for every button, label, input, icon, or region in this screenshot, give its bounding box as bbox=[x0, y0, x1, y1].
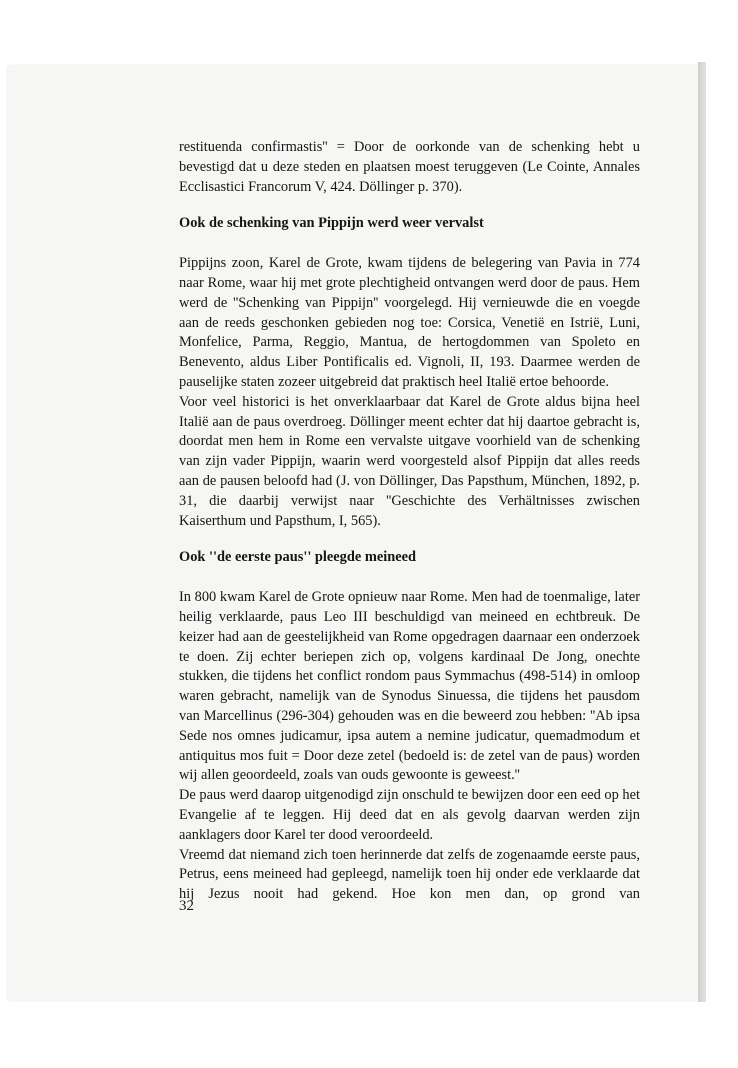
page-edge bbox=[698, 62, 706, 1002]
paragraph-3: Voor veel historici is het onverklaarbaar dat Karel de Grote aldus bijna heel Italië aan de paus overdroeg. Döllinger meent echter dat hij daartoe gebracht is, doordat men hem in Rome een vervalste uitgave voorhield van de schenking van zijn vader Pippijn, waarin werd voorgesteld alsof Pippijn dat alles reeds aan de pausen beloofd had (J. von Döllinger, Das Papsthum, München, 1892, p. 31, die daarbij verwijst naar ''Geschichte des Verhältnisses zwischen Kaiserthum und Papsthum, I, 565). bbox=[179, 393, 640, 529]
page-body bbox=[179, 138, 640, 905]
section-heading-2: Ook ''de eerste paus'' pleegde meineed bbox=[179, 549, 417, 566]
page-number: 32 bbox=[179, 898, 194, 914]
paragraph-6: Vreemd dat niemand zich toen herinnerde dat zelfs de zogenaamde eerste paus, Petrus, eens meineed had gepleegd, namelijk toen hij onder ede verklaarde dat hij Jezus nooit had gekend. Hoe kon men dan, op grond van bbox=[179, 846, 640, 903]
paragraph-1: restituenda confirmastis'' = Door de oorkonde van de schenking hebt u bevestigd dat u deze steden en plaatsen moest teruggeven (Le Cointe, Annales Ecclisastici Francorum V, 424. Döllinger p. 370). bbox=[179, 139, 640, 195]
paragraph-2: Pippijns zoon, Karel de Grote, kwam tijdens de belegering van Pavia in 774 naar Rome, waar hij met grote plechtigheid ontvangen werd door de paus. Hem werd de ''Schenking van Pippijn'' voorgelegd. Hij vernieuwde die en voegde aan de reeds geschonken gebieden nog toe: Corsica, Venetië en Istrië, Luni, Monfelice, Parma, Reggio, Mantua, de hertogdommen van Spoleto en Benevento, aldus Liber Pontificalis ed. Vignoli, II, 193. Daarmee werden de pauselijke staten zozeer uitgebreid dat praktisch heel Italië ertoe behoorde. bbox=[179, 255, 640, 390]
paragraph-4: In 800 kwam Karel de Grote opnieuw naar Rome. Men had de toenmalige, later heilig verklaarde, paus Leo III beschuldigd van meineed en echtbreuk. De keizer had aan de geestelijkheid van Rome opgedragen daarnaar een onderzoek te doen. Zij echter beriepen zich op, volgens kardinaal De Jong, onechte stukken, die tijdens het conflict rondom paus Symmachus (498-514) in omloop waren gebracht, namelijk van de Synodus Sinuessa, die tijdens het pausdom van Marcellinus (296-304) gehouden was en die beweerd zou hebben: ''Ab ipsa Sede nos omnes judicamur, ipsa autem a nemine judicatur, quemadmodum et antiquitus mos fuit = Door deze zetel (bedoeld is: de zetel van de paus) worden wij allen geoordeeld, zoals van ouds gewoonte is geweest.'' bbox=[179, 589, 640, 784]
paragraph-5: De paus werd daarop uitgenodigd zijn onschuld te bewijzen door een eed op het Evangelie af te leggen. Hij deed dat en als gevolg daarvan werden zijn aanklagers door Karel ter dood veroordeeld. bbox=[179, 787, 640, 843]
section-heading-1: Ook de schenking van Pippijn werd weer vervalst bbox=[179, 215, 484, 232]
